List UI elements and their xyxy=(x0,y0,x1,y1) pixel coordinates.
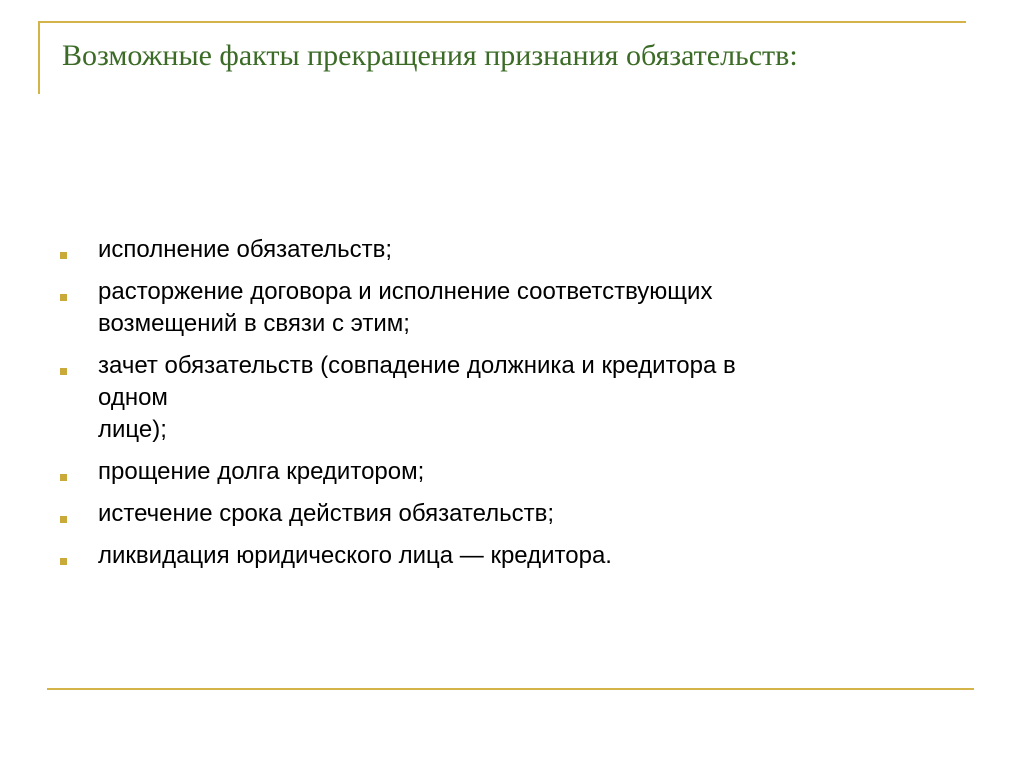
bullet-text-line: зачет обязательств (совпадение должника и кредитора в xyxy=(98,352,736,379)
title-top-rule xyxy=(38,21,966,23)
bullet-list xyxy=(58,234,958,582)
square-bullet-icon xyxy=(60,516,67,523)
bullet-item xyxy=(58,234,958,266)
square-bullet-icon xyxy=(60,252,67,259)
bottom-rule xyxy=(47,688,974,690)
bullet-text-line: лице); xyxy=(98,416,167,443)
bullet-text-line: возмещений в связи с этим; xyxy=(98,310,410,337)
bullet-item xyxy=(58,456,958,488)
square-bullet-icon xyxy=(60,474,67,481)
square-bullet-icon xyxy=(60,368,67,375)
square-bullet-icon xyxy=(60,558,67,565)
bullet-item xyxy=(58,276,958,340)
bullet-text-line: одном xyxy=(98,384,168,411)
slide-title: Возможные факты прекращения признания обязательств: xyxy=(62,39,798,72)
square-bullet-icon xyxy=(60,294,67,301)
bullet-text-line: исполнение обязательств; xyxy=(98,236,393,263)
bullet-item xyxy=(58,350,958,446)
bullet-item xyxy=(58,540,958,572)
bullet-text-line: расторжение договора и исполнение соответствующих xyxy=(98,278,713,305)
bullet-text-line: прощение долга кредитором; xyxy=(98,458,425,485)
bullet-text-line: ликвидация юридического лица — кредитора. xyxy=(98,542,612,569)
bullet-item xyxy=(58,498,958,530)
bullet-text-line: истечение срока действия обязательств; xyxy=(98,500,555,527)
title-left-rule xyxy=(38,21,40,94)
